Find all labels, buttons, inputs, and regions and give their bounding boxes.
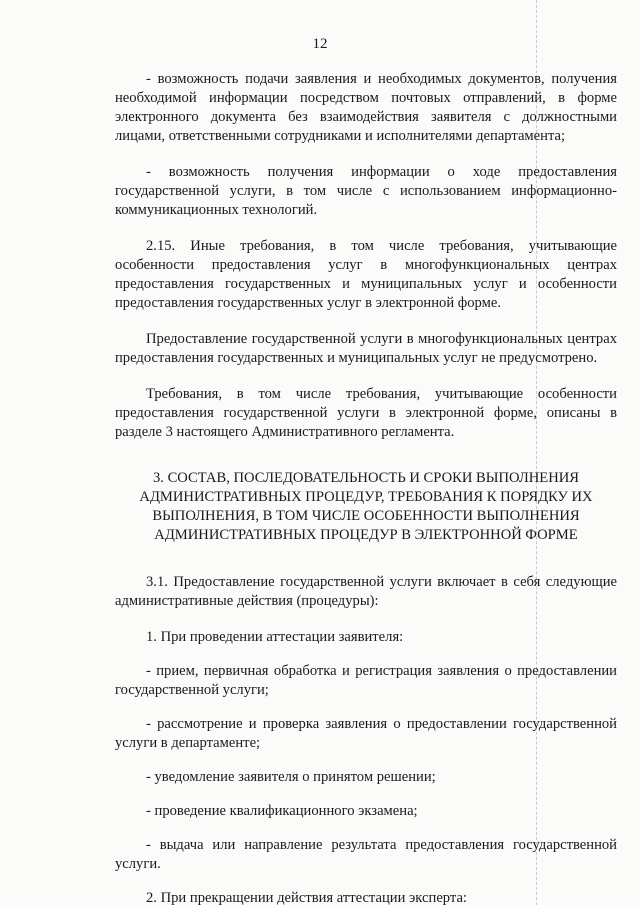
list-item-exam: - проведение квалификационного экзамена; (146, 803, 418, 819)
paragraph-electronic-requirements: Требования, в том числе требования, учитывающие особенности предоставления государственной услуги в электронной форме, описаны в разделе 3 настоящего Административного регламента. (115, 386, 617, 440)
list-item-reception: - прием, первичная обработка и регистрация заявления о предоставлении государственной услуги; (115, 663, 617, 698)
list-heading-attestation: 1. При проведении аттестации заявителя: (146, 629, 404, 645)
list-item-result: - выдача или направление результата предоставления государственной услуги. (115, 837, 617, 872)
list-item-review: - рассмотрение и проверка заявления о предоставлении государственной услуги в департаменте; (115, 716, 617, 751)
list-heading-termination: 2. При прекращении действия аттестации эксперта: (146, 890, 467, 906)
list-item-notification: - уведомление заявителя о принятом решении; (146, 769, 436, 785)
paragraph-2-15: 2.15. Иные требования, в том числе требования, учитывающие особенности предоставления услуг в многофункциональных центрах предоставления государственных и муниципальных услуг и особенности предоставления государственных услуг в электронной форме. (115, 238, 617, 311)
page-number: 12 (312, 36, 328, 52)
paragraph-mfc-not-provided: Предоставление государственной услуги в многофункциональных центрах предоставления государственных и муниципальных услуг не предусмотрено. (115, 331, 617, 366)
section-3-heading: 3. СОСТАВ, ПОСЛЕДОВАТЕЛЬНОСТЬ И СРОКИ ВЫПОЛНЕНИЯ АДМИНИСТРАТИВНЫХ ПРОЦЕДУР, ТРЕБОВАНИЯ К ПОРЯДКУ ИХ ВЫПОЛНЕНИЯ, В ТОМ ЧИСЛЕ ОСОБЕННОСТИ ВЫПОЛНЕНИЯ АДМИНИСТРАТИВНЫХ ПРОЦЕДУР В ЭЛЕКТРОННОЙ ФОРМЕ (139, 470, 593, 543)
paragraph-3-1: 3.1. Предоставление государственной услуги включает в себя следующие административные действия (процедуры): (115, 574, 617, 609)
paragraph-progress-info: - возможность получения информации о ходе предоставления государственной услуги, в том числе с использованием информационно-коммуникационных технологий. (115, 164, 617, 218)
document-body (115, 70, 617, 923)
paragraph-mail-submission: - возможность подачи заявления и необходимых документов, получения необходимой информации посредством почтовых отправлений, в форме электронного документа без взаимодействия заявителя с должностными лицами, ответственными сотрудниками и исполнителями департамента; (115, 71, 617, 144)
